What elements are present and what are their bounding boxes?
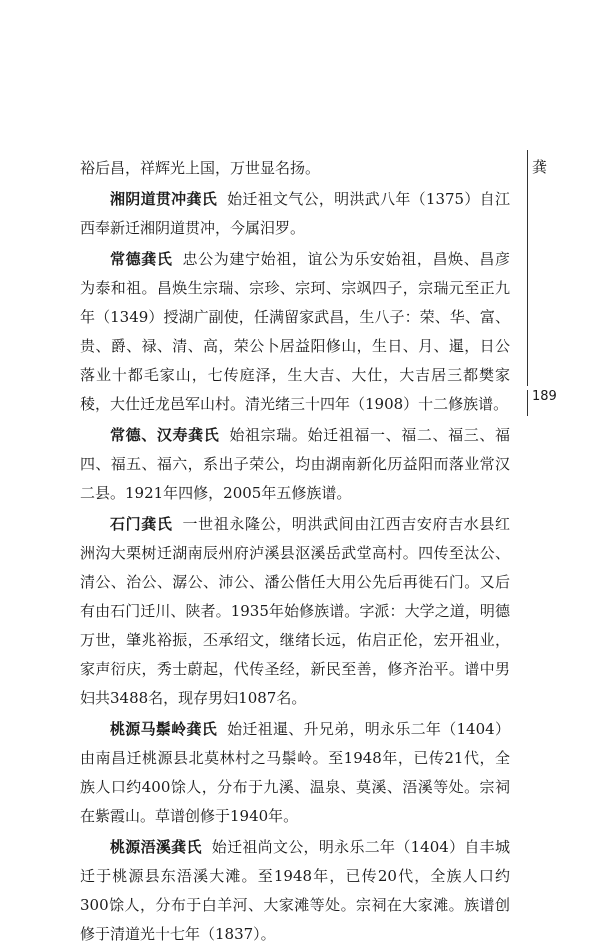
paragraph-text: 始迁祖尚文公，明永乐二年（1404）自丰城迁于桃源县东浯溪大滩。至1948年，已传20代，全族人口约300馀人，分布于白羊河、大家滩等处。宗祠在大家滩。族谱创修于清道光十七年（1837）。: [80, 838, 510, 943]
margin-rule: [527, 150, 528, 386]
paragraph-heading: 湘阴道贯冲龚氏: [110, 190, 218, 208]
body-text: [80, 154, 510, 949]
paragraph-text: 始祖宗瑞。始迁祖福一、福二、福三、福四、福五、福六，系出子荣公，均由湖南新化历益阳而落业常汉二县。1921年四修，2005年五修族谱。: [80, 426, 510, 502]
paragraph-heading: 常德龚氏: [110, 250, 173, 268]
paragraph-heading: 桃源马鬃岭龚氏: [110, 720, 218, 738]
paragraph-taoyuan-mazongling: [80, 715, 510, 831]
paragraph-text: 裕后昌，祥辉光上国，万世显名扬。: [80, 159, 321, 177]
paragraph-changde-hanshou: [80, 421, 510, 508]
paragraph-xiangyin: [80, 185, 510, 243]
paragraph-heading: 常德、汉寿龚氏: [110, 426, 220, 444]
margin-rule-stub: [527, 390, 528, 416]
paragraph-taoyuan-wuxi: [80, 833, 510, 949]
paragraph-heading: 桃源浯溪龚氏: [110, 838, 202, 856]
paragraph-text: 忠公为建宁始祖，谊公为乐安始祖，昌焕、昌彦为泰和祖。昌焕生宗瑞、宗珍、宗珂、宗飒四子，宗瑞元至正九年（1349）授湖广副使，任满留家武昌，生八子：荣、华、富、贵、爵、禄、清、高，荣公卜居益阳修山，生日、月、暹，日公落业十都毛家山，七传庭泽，生大吉、大仕，大吉居三都樊家稜，大仕迁龙邑军山村。清光绪三十四年（1908）十二修族谱。: [80, 250, 510, 413]
paragraph-changde: [80, 245, 510, 419]
paragraph-shimen: [80, 510, 510, 713]
running-head-char: 龚: [532, 158, 548, 176]
paragraph-text: 始迁祖文气公，明洪武八年（1375）自江西奉新迁湘阴道贯冲，今属汨罗。: [80, 190, 510, 237]
paragraph-text: 始迁祖暹、升兄弟，明永乐二年（1404）由南昌迁桃源县北莫林村之马鬃岭。至1948年，已传21代，全族人口约400馀人，分布于九溪、温泉、莫溪、浯溪等处。宗祠在紫霞山。草谱创修于1940年。: [80, 720, 510, 825]
paragraph-text: 一世祖永隆公，明洪武间由江西吉安府吉水县红洲沟大栗树迁湖南辰州府泸溪县沤溪岳武堂高村。四传至汰公、清公、治公、潺公、沛公、潘公偕任大用公先后再徙石门。又后有由石门迁川、陕者。1935年始修族谱。字派：大学之道，明德万世，肇兆裕振，丕承绍文，继绪长远，佑启正伦，宏开祖业，家声衍庆，秀士蔚起，代传圣经，新民至善，修齐治平。谱中男妇共3488名，现存男妇1087名。: [80, 515, 510, 707]
paragraph-0: [80, 154, 510, 183]
paragraph-heading: 石门龚氏: [110, 515, 173, 533]
page-number: 189: [532, 389, 557, 404]
